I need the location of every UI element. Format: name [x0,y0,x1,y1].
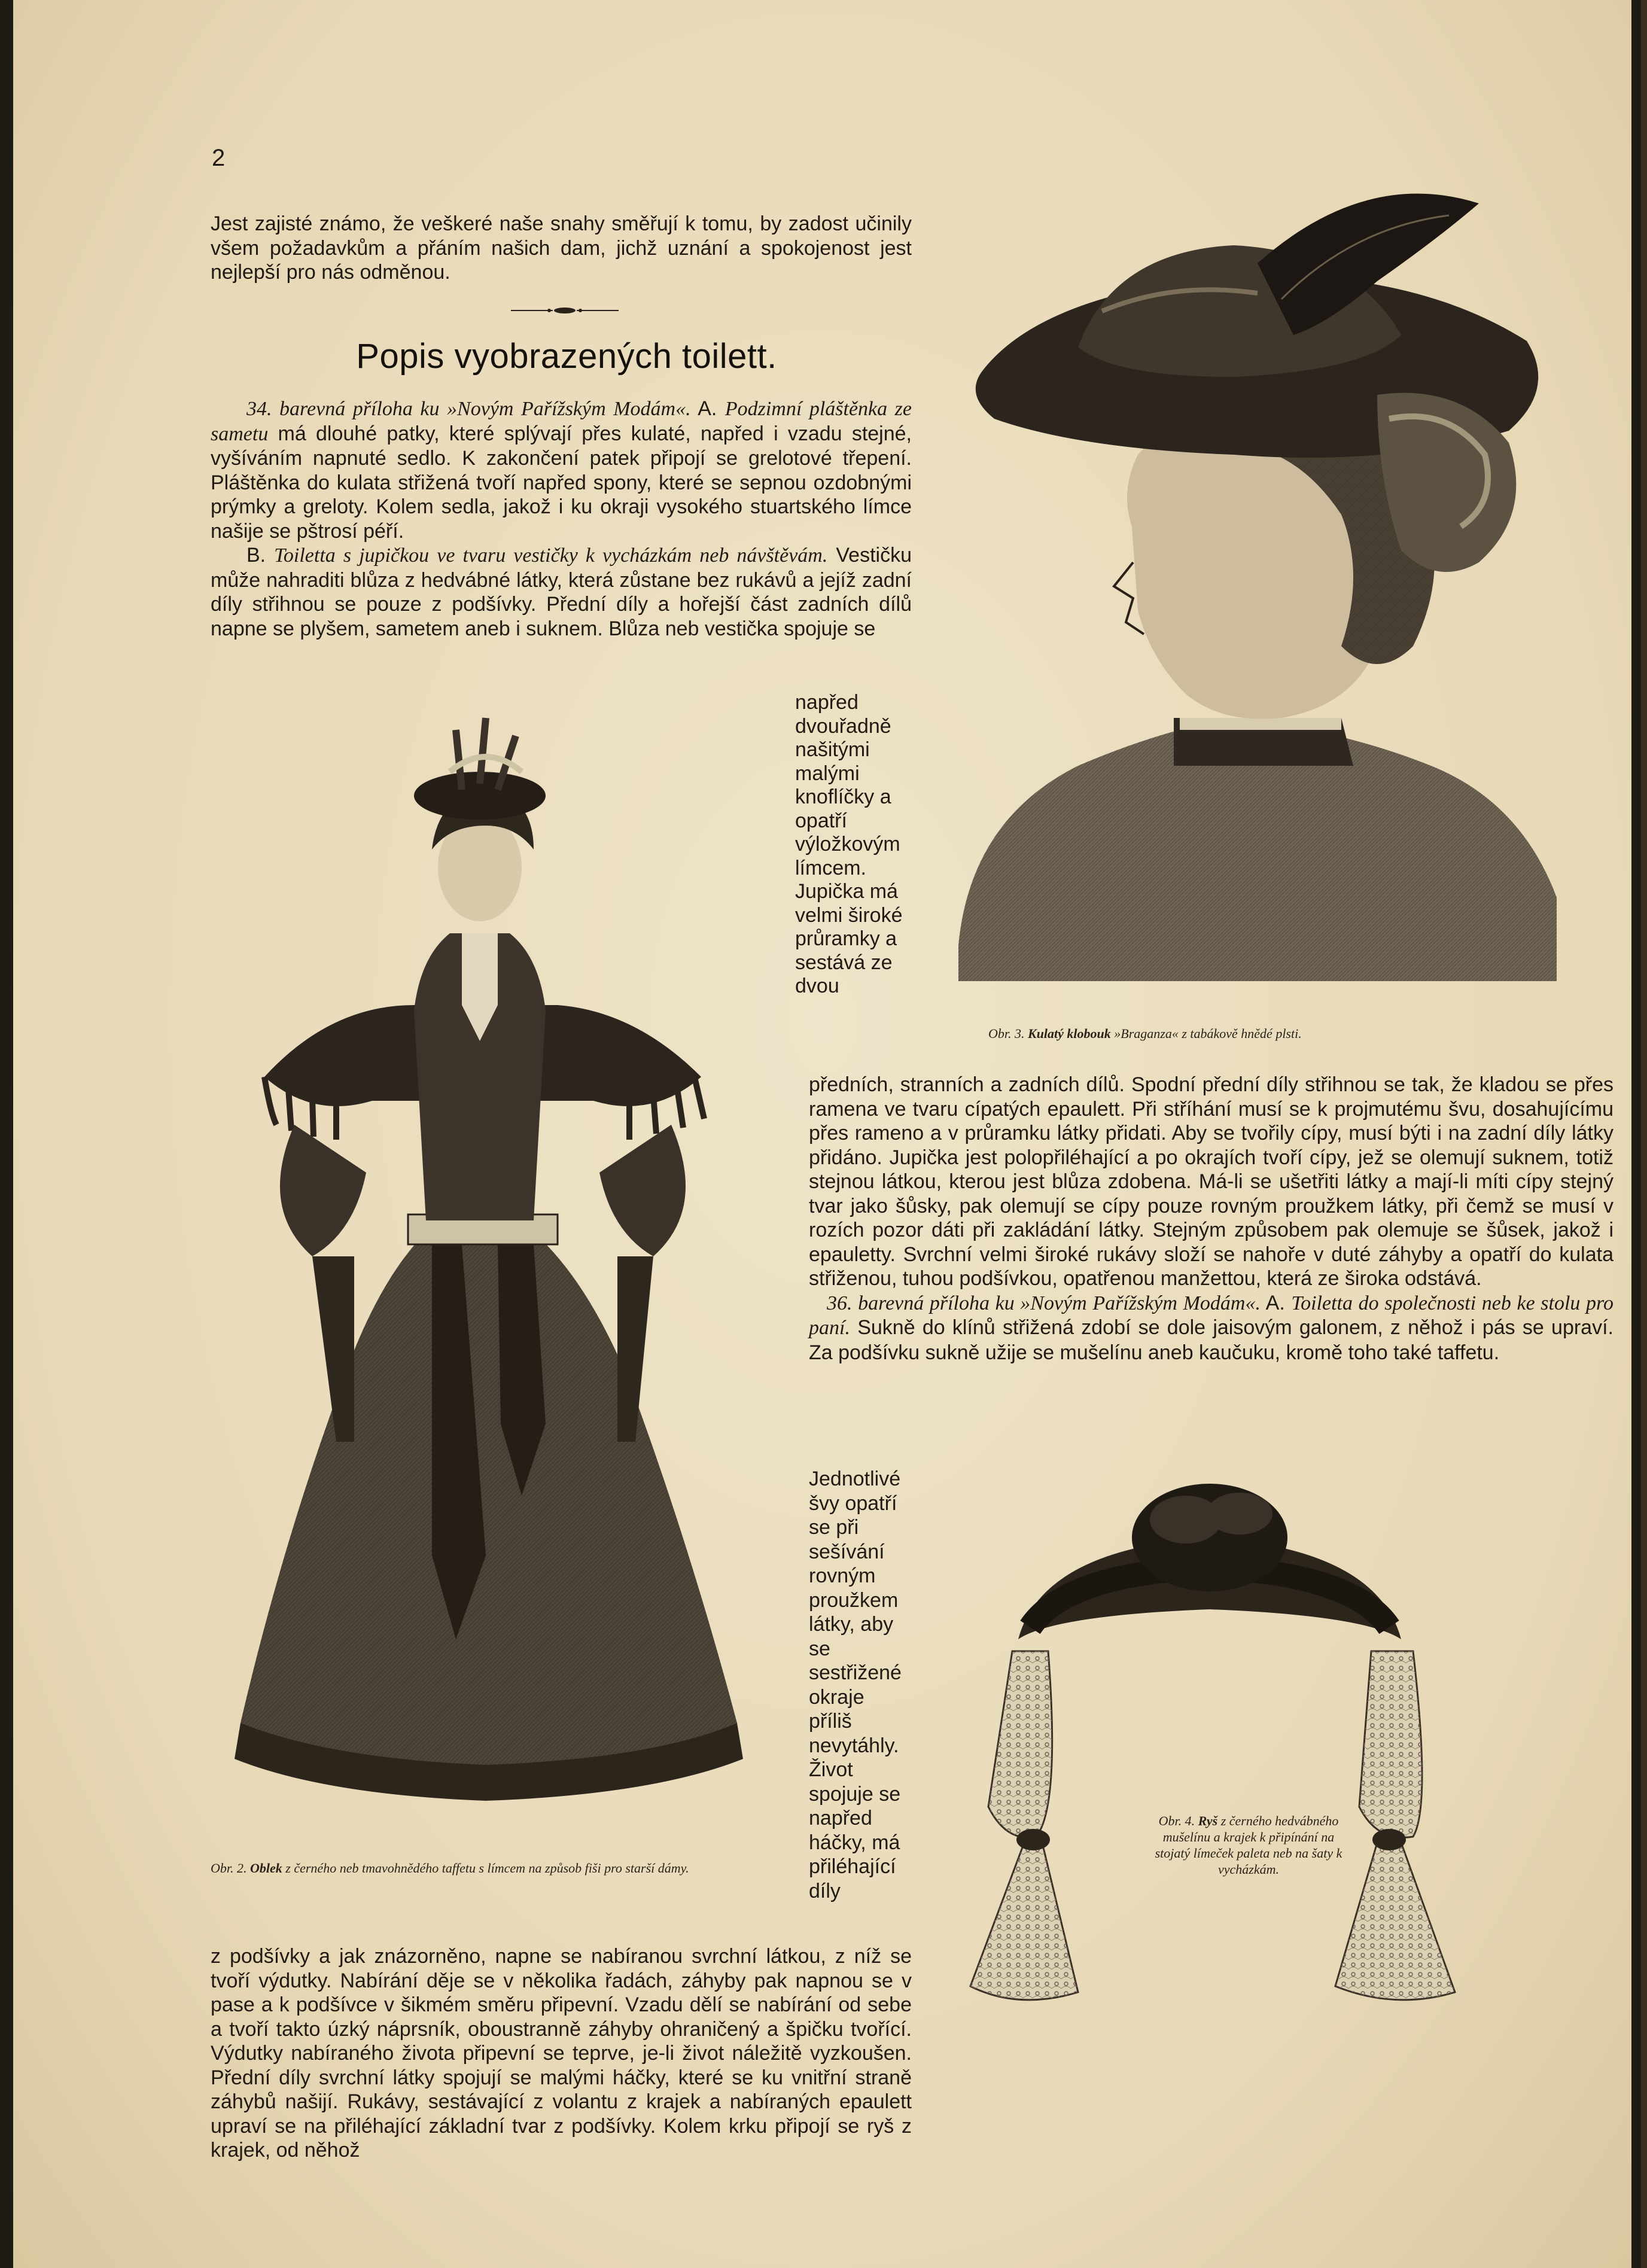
page-number: 2 [212,145,226,171]
item-a-label: A. [690,397,725,420]
figure-hat-illustration [923,191,1569,981]
caption-fig3-label: Obr. 3. [988,1026,1025,1041]
narrow-column-1: napřed dvouřadně našitými malými knoflíčky a opatří výložkovým límcem. Jupička má velmi široké průramky a sestává ze dvou [795,691,903,997]
paragraph-b-body: Vestičku může nahraditi blůza z hedvábné látky, která zůstane bez rukávů a jejíž zadní díly střihnou se pouze z podšívky. Přední díly a hořejší část zadních dílů napne se plyšem, sametem aneb i suknem. Blůza neb vestička spojuje se [211,544,912,640]
item-b-label: B. [246,544,275,567]
caption-figure-2 [211,1861,785,1876]
figure-ruff-illustration [946,1472,1473,2010]
caption-fig4-text: z černého hedvábného mušelínu a krajek k připínání na stojatý límeček paleta neb na šaty k vycházkám. [1155,1813,1342,1877]
plate-ref-34: 34. barevná příloha ku »Novým Pařížským Modám«. [246,398,691,420]
divider-ornament [511,306,619,315]
paragraph-b [211,543,912,641]
paragraph-34 [211,397,912,543]
caption-fig2-title: Oblek [250,1861,282,1876]
column-bottom-text: z podšívky a jak znázorněno, napne se nabíranou svrchní látkou, z níž se tvoří výdutky. Nabírání děje se v několika řadách, záhyby pak napnou se v pase a k podšívce v šikmém směru připevní. Vzadu dělí se nabírání od sebe a tvoří takto úzký náprsník, oboustranně záhyby ohraničený a špičku tvořící. Výdutky nabíraného života připevní se teprve, je-li život náležitě vyzkoušen. Přední díly svrchní látky spojují se malými háčky, které se ku vnitřní straně záhybů našijí. Rukávy, sestávající z volantu z krajek a nabíraných epaulett upraví se na přiléhající základní tvar z podšívky. Kolem krku připojí se ryš z krajek, od něhož [211,1945,912,2162]
figure-dress-illustration [175,706,791,1831]
item-title-toiletta: Toiletta s jupičkou ve tvaru vestičky k vycházkám neb návštěvám. [274,544,828,567]
binding-edge [1641,0,1647,2268]
caption-fig2-text: z černého neb tmavohnědého taffetu s límcem na způsob fiši pro starší dámy. [285,1861,689,1876]
caption-fig2-label: Obr. 2. [211,1861,247,1876]
intro-paragraph [211,212,912,285]
column-left-text [211,397,912,641]
item-a2-label: A. [1260,1291,1292,1314]
paragraph-continuation: předních, stranních a zadních dílů. Spodní přední díly střihnou se tak, že kladou se přes ramena ve tvaru cípatých epaulett. Při stříhání musí se k projmutému švu, dosahujícímu přes rameno a v průramku látky přidati. Aby se tvořily cípy, musí býti i na zadní díly látky přidáno. Jupička jest polopřiléhající a po okrajích tvoří cípy, jež se olemují suknem, totiž stejnou látkou, kterou jest blůza zdobena. Má-li se ušetřiti látky a mají-li míti cípy stejný tvar jako šůsky, pak olemují se cípy pouze rovným proužkem látky, při čemž se musí v rozích pozor dáti při zakládání látky. Stejným způsobem pak olemuje se šůsek, jakož i epauletty. Svrchní velmi široké rukávy složí se nahoře v duté záhyby a opatří do kulata střiženou, tuhou podšívkou, opatřenou manžettou, která ze široka odstává. [809,1073,1613,1290]
item-title-podzimni: Podzimní pláštěnka ze sametu [211,398,912,445]
caption-figure-3 [988,1026,1539,1042]
paragraph-36 [809,1291,1613,1365]
intro-text: Jest zajisté známo, že veškeré naše snahy směřují k tomu, by zadost učinily všem požadavkům a přáním našich dam, jichž uznání a spokojenost jest nejlepší pro nás odměnou. [211,212,912,284]
magazine-page [13,0,1631,2268]
item-title-spolecnost: Toiletta do společnosti neb ke stolu pro paní. [809,1292,1613,1339]
paragraph-36-body: Sukně do klínů střižená zdobí se dole jaisovým galonem, z něhož i pás se upraví. Za podšívku sukně užije se mušelínu aneb kaučuku, kromě toho také taffetu. [809,1316,1613,1364]
plate-ref-36: 36. barevná příloha ku »Novým Pařížským Modám«. [827,1292,1261,1314]
narrow-column-2: Jednotlivé švy opatří se při sešívání rovným proužkem látky, aby se sestřižené okraje příliš nevytáhly. Život spojuje se napřed háčky, má přiléhající díly [809,1468,902,1902]
caption-fig4-title: Ryš [1198,1813,1218,1828]
paragraph-34-body: má dlouhé patky, které splývají přes kulaté, napřed i vzadu stejné, vyšíváním napnuté sedlo. K zakončení patek připojí se grelotové třepení. Pláštěnka do kulata střižená tvoří napřed spony, které se sepnou ozdobnými prýmky a greloty. Kolem sedla, jakož i ku okraji vysokého stuartského límce našije se pštrosí péří. [211,422,912,543]
caption-fig3-text: »Braganza« z tabákově hnědé plsti. [1114,1026,1302,1041]
caption-figure-4 [1147,1813,1350,1877]
section-heading: Popis vyobrazených toilett. [356,337,777,376]
caption-fig4-label: Obr. 4. [1158,1813,1195,1828]
column-right-text [809,1073,1613,1365]
caption-fig3-title: Kulatý klobouk [1028,1026,1111,1041]
